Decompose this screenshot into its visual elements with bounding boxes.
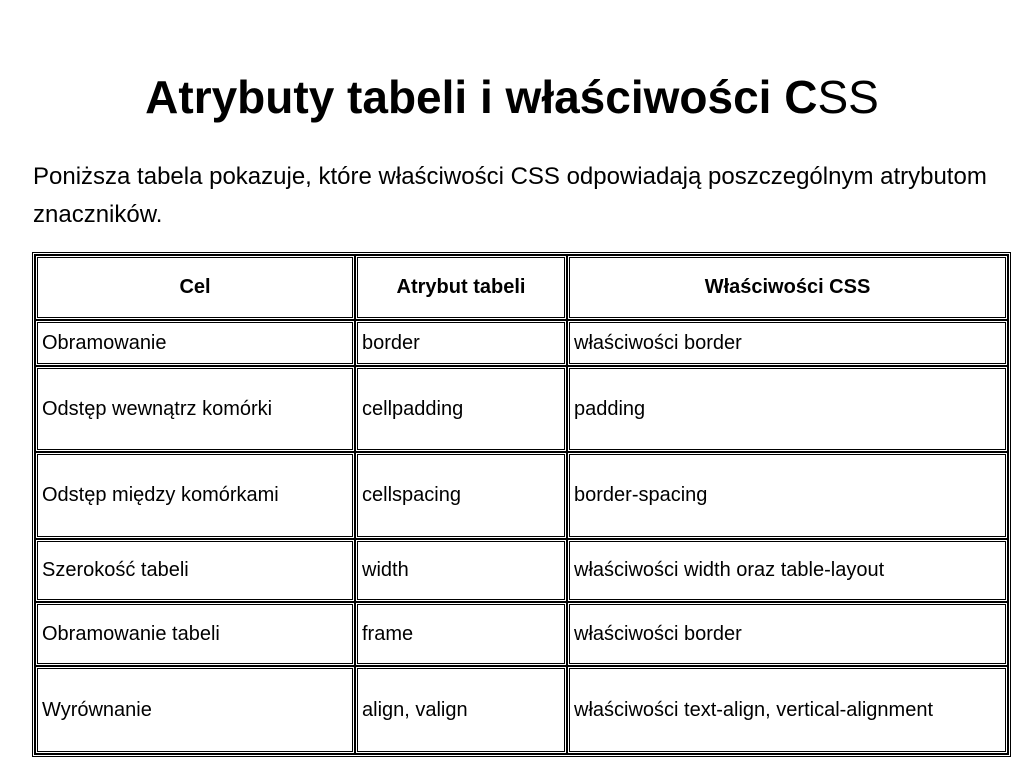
table-row [35,366,1008,452]
table-row [35,320,1008,366]
intro-text: Poniższa tabela pokazuje, które właściwości CSS odpowiadają poszczególnym atrybutom znaczników. [33,163,987,228]
header-cell-table-attribute: Atrybut tabeli [355,255,567,320]
table-row [35,666,1008,754]
cell-goal: Szerokość tabeli [35,539,355,602]
cell-attribute: width [355,539,567,602]
cell-attribute: align, valign [355,666,567,754]
cell-css-property: padding [567,366,1008,452]
cell-css-property: border-spacing [567,452,1008,539]
cell-attribute: cellspacing [355,452,567,539]
cell-goal: Obramowanie [35,320,355,366]
table-header-row [35,255,1008,320]
slide-title-bold: Atrybuty tabeli i właściwości C [145,71,818,123]
header-cell-css-property: Właściwości CSS [567,255,1008,320]
cell-attribute: cellpadding [355,366,567,452]
table-row [35,539,1008,602]
cell-attribute: border [355,320,567,366]
table-row [35,452,1008,539]
cell-css-property: właściwości border [567,320,1008,366]
slide-title-normal: SS [817,71,879,123]
cell-css-property: właściwości text-align, vertical-alignment [567,666,1008,754]
table-row [35,602,1008,666]
slide-title [0,62,1024,132]
cell-attribute: frame [355,602,567,666]
table-container [32,252,1005,757]
header-cell-goal: Cel [35,255,355,320]
css-attributes-table [32,252,1011,757]
cell-css-property: właściwości border [567,602,1008,666]
cell-goal: Wyrównanie [35,666,355,754]
cell-goal: Obramowanie tabeli [35,602,355,666]
cell-goal: Odstęp wewnątrz komórki [35,366,355,452]
cell-css-property: właściwości width oraz table-layout [567,539,1008,602]
cell-goal: Odstęp między komórkami [35,452,355,539]
